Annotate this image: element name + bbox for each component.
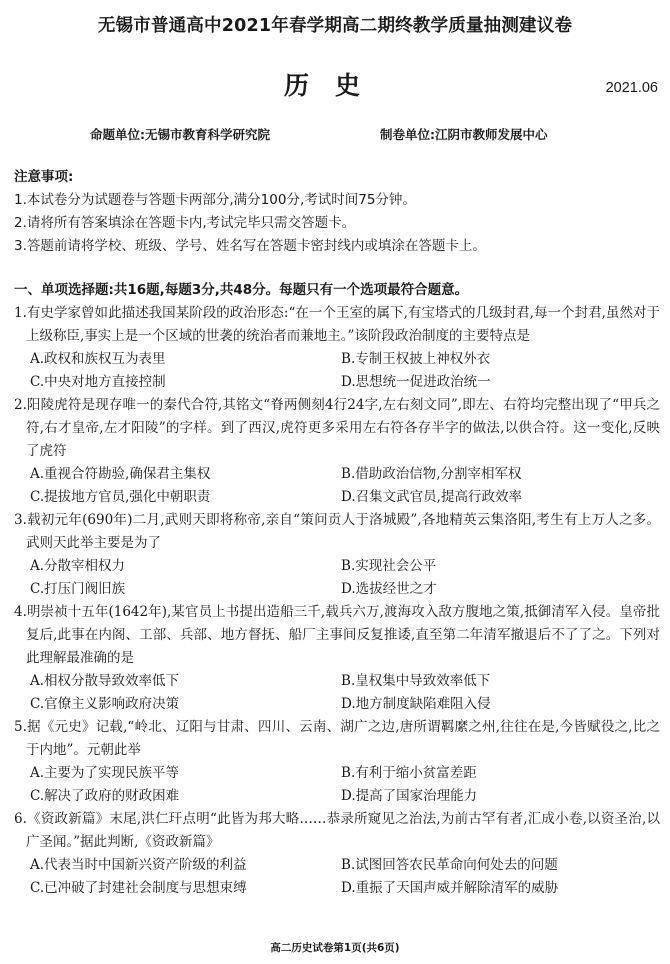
notice-item: 3.答题前请将学校、班级、学号、姓名写在答题卡密封线内或填涂在答题卡上。	[14, 238, 486, 254]
option-b: B.试图回答农民革命向何处去的问题	[341, 857, 558, 873]
option-c: C.中央对地方直接控制	[30, 374, 166, 390]
exam-date: 2021.06	[605, 80, 658, 96]
option-a: A.主要为了实现民族平等	[30, 765, 180, 781]
question-list	[14, 302, 660, 900]
option-a: A.代表当时中国新兴资产阶级的利益	[30, 857, 247, 873]
option-d: D.重振了天国声威并解除清军的威胁	[341, 880, 559, 896]
option-b: B.实现社会公平	[341, 558, 437, 574]
option-a: A.政权和族权互为表里	[30, 351, 166, 367]
option-d: D.召集文武官员,提高行政效率	[341, 489, 522, 505]
option-c: C.打压门阀旧族	[30, 581, 126, 597]
question-stem: 4.明崇祯十五年(1642年),某官员上书提出造船三千,载兵六万,渡海攻入敌方腹地之策,抵御清军入侵。皇帝批复后,此事在内阁、工部、兵部、地方督抚、船厂主事间反复推诿,直至第二年清军撤退后不了了之。下列对此理解最准确的是	[14, 604, 660, 666]
question-stem: 6.《资政新篇》末尾,洪仁玕点明“此皆为邦大略……恭录所窥见之治法,为前古罕有者,汇成小卷,以资圣治,以广圣闻。”据此判断,《资政新篇》	[14, 811, 660, 850]
option-b: B.借助政治信物,分割宰相军权	[341, 466, 522, 482]
option-c: C.提拔地方官员,强化中朝职责	[30, 489, 211, 505]
question-5	[14, 716, 660, 808]
option-b: B.专制王权披上神权外衣	[341, 351, 491, 367]
option-d: D.提高了国家治理能力	[341, 788, 478, 804]
question-1	[14, 302, 660, 394]
subject-title: 历史	[283, 71, 386, 100]
question-stem: 2.阳陵虎符是现存唯一的秦代合符,其铭文“脊两侧刻4行24字,左右刻文同”,即左、右符均完整出现了“甲兵之符,右才皇帝,左才阳陵”的字样。到了西汉,虎符更多采用左右符各存半字的做法,以供合符。这一变化,反映了虎符	[14, 397, 660, 459]
exam-title: 无锡市普通高中2021年春学期高二期终教学质量抽测建议卷	[97, 16, 573, 36]
option-c: C.已冲破了封建社会制度与思想束缚	[30, 880, 247, 896]
question-stem: 3.载初元年(690年)二月,武则天即将称帝,亲自“策问贡人于洛城殿”,各地精英云集洛阳,考生有上万人之多。武则天此举主要是为了	[14, 512, 660, 551]
question-2	[14, 394, 660, 509]
notice-item: 2.请将所有答案填涂在答题卡内,考试完毕只需交答题卡。	[14, 215, 356, 231]
printer-unit: 制卷单位:江阴市教师发展中心	[380, 127, 548, 142]
page-footer: 高二历史试卷第1页(共6页)	[270, 942, 400, 954]
option-b: B.有利于缩小贫富差距	[341, 765, 477, 781]
question-stem: 1.有史学家曾如此描述我国某阶段的政治形态:“在一个王室的属下,有宝塔式的几级封君,每一个封君,虽然对于上级称臣,事实上是一个区域的世袭的统治者而兼地主。”该阶段政治制度的主要特点是	[14, 305, 660, 344]
question-6	[14, 808, 660, 900]
question-4	[14, 601, 660, 716]
option-c: C.官僚主义影响政府决策	[30, 696, 180, 712]
notice-block	[14, 166, 659, 258]
notice-title: 注意事项:	[14, 169, 74, 185]
option-d: D.选拔经世之才	[341, 581, 437, 597]
notice-item: 1.本试卷分为试题卷与答题卡两部分,满分100分,考试时间75分钟。	[14, 192, 416, 208]
option-c: C.解决了政府的财政困难	[30, 788, 180, 804]
section-heading: 一、单项选择题:共16题,每题3分,共48分。每题只有一个选项最符合题意。	[14, 282, 469, 298]
option-b: B.皇权集中导致效率低下	[341, 673, 491, 689]
option-a: A.相权分散导致效率低下	[30, 673, 180, 689]
question-stem: 5.据《元史》记载,“岭北、辽阳与甘肃、四川、云南、湖广之边,唐所谓羁縻之州,往往在是,今皆赋役之,比之于内地”。元朝此举	[14, 719, 660, 758]
option-a: A.重视合符勘验,确保君主集权	[30, 466, 211, 482]
author-unit: 命题单位:无锡市教育科学研究院	[90, 127, 270, 142]
question-3	[14, 509, 660, 601]
option-a: A.分散宰相权力	[30, 558, 126, 574]
option-d: D.思想统一促进政治统一	[341, 374, 491, 390]
option-d: D.地方制度缺陷难阻入侵	[341, 696, 491, 712]
